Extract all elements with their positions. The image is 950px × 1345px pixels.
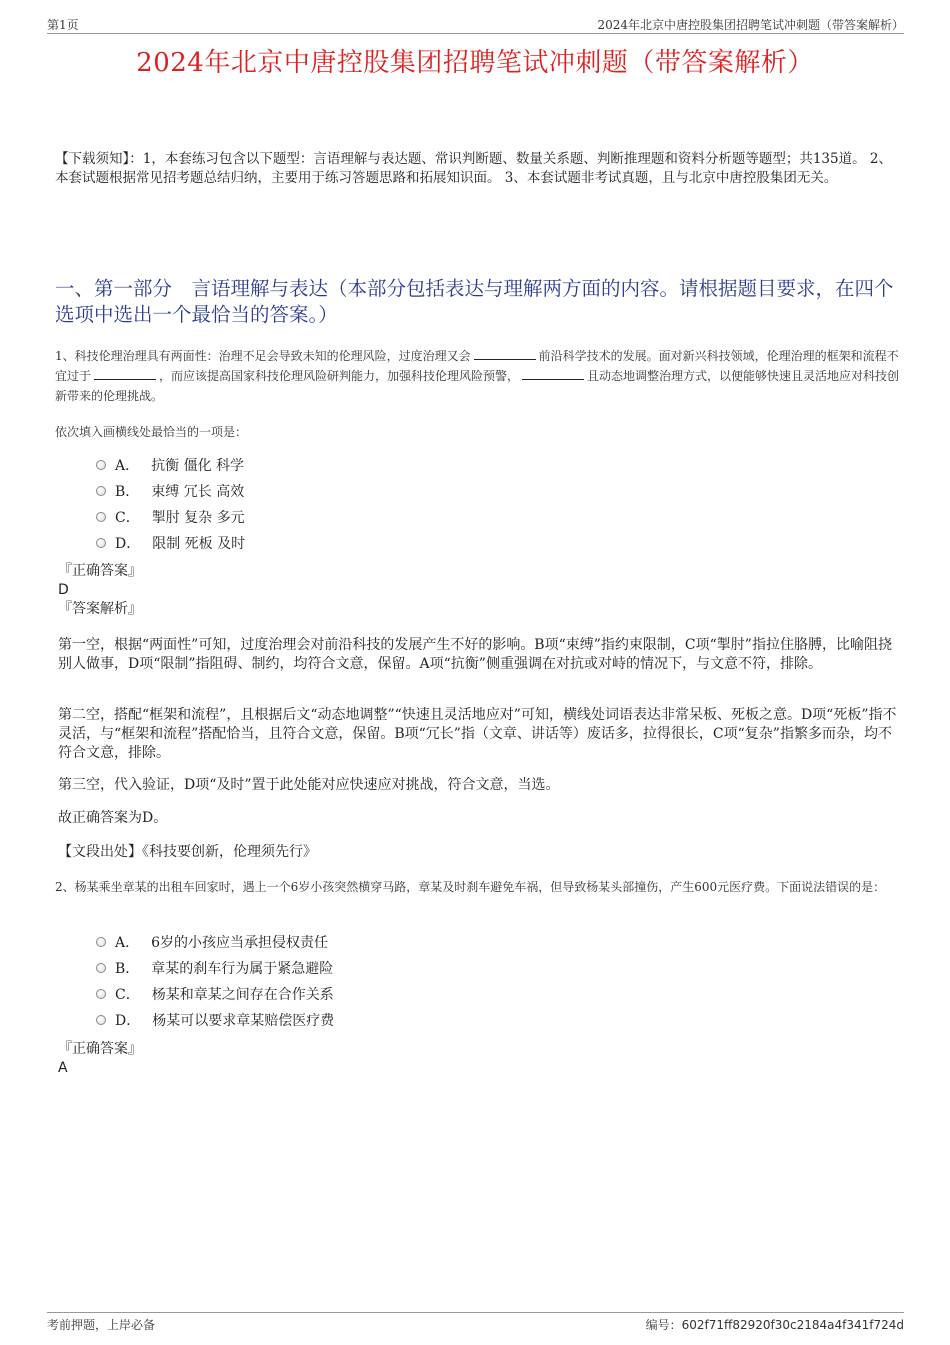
option-letter: A． — [115, 935, 140, 951]
section-heading: 一、第一部分 言语理解与表达（本部分包括表达与理解两方面的内容。请根据题目要求，在四个选项中选出一个最恰当的答案。） — [55, 277, 894, 326]
question-2-option-a[interactable] — [96, 929, 334, 955]
question-1-stem — [55, 346, 900, 406]
analysis-paragraph: 故正确答案为D。 — [58, 810, 168, 826]
question-2-option-d[interactable] — [96, 1007, 334, 1033]
question-2-answer-block — [58, 1040, 142, 1078]
analysis-paragraph: 第三空，代入验证，D项“及时”置于此处能对应快速应对挑战，符合文意，当选。 — [58, 777, 560, 793]
correct-answer-label: 『正确答案』 — [58, 1041, 142, 1057]
page-number: 第1页 — [47, 18, 79, 32]
question-2-options — [96, 929, 334, 1033]
page-title: 2024年北京中唐控股集团招聘笔试冲刺题（带答案解析） — [136, 48, 814, 78]
question-1-option-a[interactable] — [96, 452, 245, 478]
blank-3 — [522, 367, 584, 380]
option-letter: D． — [115, 536, 141, 552]
question-1-stem-part3: ，而应该提高国家科技伦理风险研判能力，加强科技伦理风险预警， — [159, 369, 520, 383]
radio-icon[interactable] — [96, 937, 106, 947]
question-2-stem: 2、杨某乘坐章某的出租车回家时，遇上一个6岁小孩突然横穿马路，章某及时刹车避免车祸，但导致杨某头部撞伤，产生600元医疗费。下面说法错误的是： — [55, 880, 886, 894]
option-text: 章某的刹车行为属于紧急避险 — [151, 961, 334, 977]
option-letter: C． — [115, 987, 140, 1003]
question-2-option-c[interactable] — [96, 981, 334, 1007]
question-1-option-d[interactable] — [96, 530, 245, 556]
question-2-option-b[interactable] — [96, 955, 334, 981]
question-1-option-b[interactable] — [96, 478, 245, 504]
question-1-analysis-p4 — [58, 809, 898, 828]
option-text: 杨某和章某之间存在合作关系 — [151, 987, 334, 1003]
option-text: 6岁的小孩应当承担侵权责任 — [151, 935, 329, 951]
option-text: 掣肘 复杂 多元 — [151, 510, 245, 526]
option-text: 杨某可以要求章某赔偿医疗费 — [152, 1013, 335, 1029]
option-text: 抗衡 僵化 科学 — [151, 458, 245, 474]
option-letter: D． — [115, 1013, 141, 1029]
question-1-stem-part1: 1、科技伦理治理具有两面性：治理不足会导致未知的伦理风险，过度治理又会 — [55, 349, 471, 363]
source-paragraph: 【文段出处】《科技要创新，伦理须先行》 — [58, 844, 317, 860]
radio-icon[interactable] — [96, 512, 106, 522]
radio-icon[interactable] — [96, 1015, 106, 1025]
radio-icon[interactable] — [96, 989, 106, 999]
question-1-analysis-p2 — [58, 706, 898, 763]
footer-code: 602f71ff82920f30c2184a4f341f724d — [681, 1318, 904, 1332]
footer-code-block — [646, 1316, 904, 1333]
page-header — [47, 14, 904, 34]
question-1-option-c[interactable] — [96, 504, 245, 530]
option-letter: B． — [115, 484, 140, 500]
question-1-answer-block — [58, 562, 142, 619]
radio-icon[interactable] — [96, 538, 106, 548]
analysis-label: 『答案解析』 — [58, 601, 142, 617]
footer-slogan: 考前押题，上岸必备 — [47, 1318, 156, 1332]
radio-icon[interactable] — [96, 460, 106, 470]
radio-icon[interactable] — [96, 486, 106, 496]
option-letter: A． — [115, 458, 140, 474]
question-1-options — [96, 452, 245, 556]
correct-answer: D — [58, 582, 69, 598]
option-letter: B． — [115, 961, 140, 977]
correct-answer-label: 『正确答案』 — [58, 563, 142, 579]
question-1-analysis-p3 — [58, 776, 898, 795]
question-1-instruction: 依次填入画横线处最恰当的一项是： — [55, 425, 248, 439]
download-notice: 【下载须知】：1，本套练习包含以下题型：言语理解与表达题、常识判断题、数量关系题、判断推理题和资料分析题等题型；共135道。 2、本套试题根据常见招考题总结归纳，主要用于练习答题思路和拓展知识面。 3、本套试题非考试真题，且与北京中唐控股集团无关。 — [55, 151, 892, 186]
option-letter: C． — [115, 510, 140, 526]
page-footer — [47, 1312, 904, 1337]
option-text: 限制 死板 及时 — [152, 536, 246, 552]
header-doc-title: 2024年北京中唐控股集团招聘笔试冲刺题（带答案解析） — [597, 18, 904, 32]
option-text: 束缚 冗长 高效 — [151, 484, 245, 500]
question-1-stem-part2: 前沿科学技术的发展。面对新兴科技领域，伦理治理的框架和流程不宜过于 — [55, 349, 899, 383]
analysis-paragraph: 第一空，根据“两面性”可知，过度治理会对前沿科技的发展产生不好的影响。B项“束缚”指约束限制，C项“掣肘”指拉住胳膊，比喻阻挠别人做事，D项“限制”指阻碍、制约，均符合文意，保留。A项“抗衡”侧重强调在对抗或对峙的情况下，与文意不符，排除。 — [58, 637, 892, 672]
blank-2 — [94, 367, 156, 380]
question-1-analysis-p1 — [58, 636, 898, 674]
blank-1 — [474, 347, 536, 360]
radio-icon[interactable] — [96, 963, 106, 973]
correct-answer: A — [58, 1060, 68, 1076]
footer-code-label: 编号： — [645, 1318, 682, 1332]
analysis-paragraph: 第二空，搭配“框架和流程”，且根据后文“动态地调整”“快速且灵活地应对”可知，横线处词语表达非常呆板、死板之意。D项“死板”指不灵活，与“框架和流程”搭配恰当，且符合文意，保留。B项“冗长”指（文章、讲话等）废话多，拉得很长，C项“复杂”指繁多而杂，均不符合文意，排除。 — [58, 707, 897, 761]
question-1-stem-part4: 且动态地调整治理方式，以便能够快速且灵活地应对科技创新带来的伦理挑战。 — [55, 369, 900, 403]
question-1-source — [58, 843, 898, 862]
